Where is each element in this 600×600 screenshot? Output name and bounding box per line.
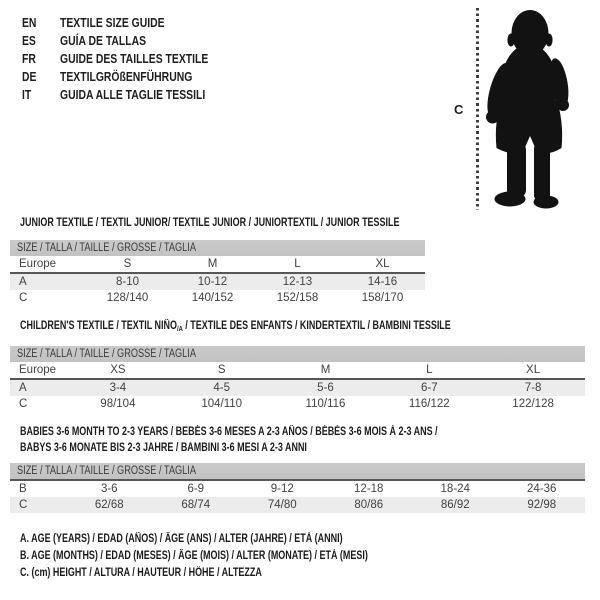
table-row [10, 274, 425, 290]
table-row [10, 497, 585, 513]
value-cell: 110/116 [305, 398, 346, 410]
size-header: S [217, 364, 226, 376]
guide-title-it: GUIDA ALLE TAGLIE TESSILI [60, 86, 206, 102]
guide-title-en: TEXTILE SIZE GUIDE [60, 14, 165, 30]
value-cell: 122/128 [512, 398, 554, 410]
junior-table-title: JUNIOR TEXTILE / TEXTIL JUNIOR/ TEXTILE JUNIOR / JUNIORTEXTIL / JUNIOR TESSILE [20, 217, 400, 229]
size-bar: SIZE / TALLA / TAILLE / GRÖSSE / TAGLIA [10, 346, 585, 362]
value-cell: 140/152 [191, 292, 234, 304]
region-header: Europe [19, 258, 57, 270]
size-header: XL [375, 258, 390, 270]
language-legend [22, 13, 245, 103]
height-figure [448, 4, 598, 214]
value-cell: 80/86 [354, 499, 384, 511]
size-header: S [123, 258, 132, 270]
legend-row-en [22, 13, 245, 31]
language-code: ES [22, 32, 36, 48]
table-row [10, 481, 585, 497]
size-header: M [207, 258, 218, 270]
value-cell: 74/80 [267, 499, 297, 511]
value-cell: 104/110 [201, 398, 243, 410]
value-cell: 12-18 [354, 483, 384, 495]
value-cell: 62/68 [94, 499, 124, 511]
legend-row-de [22, 67, 245, 85]
table-row [10, 290, 425, 306]
value-cell: 5-6 [317, 382, 334, 394]
value-cell: 68/74 [181, 499, 211, 511]
value-cell: 10-12 [197, 276, 228, 288]
legend-row-es [22, 31, 245, 49]
row-label: C [19, 292, 28, 304]
size-header: L [294, 258, 301, 270]
value-cell: 12-13 [282, 276, 313, 288]
value-cell: 98/104 [100, 398, 136, 410]
value-cell: 6-9 [187, 483, 205, 495]
nino-a-subscript: /A [176, 324, 183, 333]
row-label: C [19, 499, 28, 511]
babies-size-table [10, 463, 585, 513]
guide-title-fr: GUIDE DES TAILLES TEXTILE [60, 50, 209, 66]
value-cell: 8-10 [115, 276, 140, 288]
note-a: A. AGE (YEARS) / EDAD (AÑOS) / ÂGE (ANS) / ALTER (JAHRE) / ETÀ (ANNI) [20, 533, 343, 545]
value-cell: 158/170 [361, 292, 404, 304]
table-header-row [10, 362, 585, 380]
value-cell: 18-24 [440, 483, 470, 495]
size-header: XL [526, 364, 541, 376]
table-header-row [10, 256, 425, 274]
table-row [10, 396, 585, 412]
baby-silhouette-icon [483, 6, 575, 210]
value-cell: 9-12 [270, 483, 294, 495]
language-code: EN [22, 14, 37, 30]
value-cell: 92/98 [527, 499, 557, 511]
babies-table-title: BABIES 3-6 MONTH TO 2-3 YEARS / BEBÉS 3-6 MESES A 2-3 AÑOS / BÉBÉS 3-6 MOIS À 2-3 ANS / BABYS 3-6 MONATE BIS 2-3 JAHRE / BAMBINI 3-6 MESI A 2-3 ANNI [20, 426, 438, 454]
value-cell: 7-8 [524, 382, 542, 394]
footnotes [20, 533, 466, 584]
value-cell: 86/92 [440, 499, 470, 511]
guide-title-de: TEXTILGRÖßENFÜHRUNG [60, 68, 193, 84]
size-header: L [426, 364, 433, 376]
value-cell: 116/122 [408, 398, 450, 410]
size-header: M [320, 364, 331, 376]
value-cell: 3-6 [100, 483, 118, 495]
language-code: FR [22, 50, 36, 66]
legend-row-it [22, 85, 245, 103]
height-marker-line [476, 8, 479, 210]
value-cell: 4-5 [213, 382, 230, 394]
value-cell: 3-4 [109, 382, 127, 394]
table-row [10, 380, 585, 396]
value-cell: 152/158 [276, 292, 319, 304]
legend-row-fr [22, 49, 245, 67]
guide-title-es: GUÍA DE TALLAS [60, 32, 147, 48]
note-c: C. (cm) HEIGHT / ALTURA / HAUTEUR / HÖHE / ALTEZZA [20, 567, 262, 579]
size-bar: SIZE / TALLA / TAILLE / GRÖSSE / TAGLIA [10, 240, 425, 256]
junior-size-table [10, 240, 425, 306]
language-code: DE [22, 68, 37, 84]
size-header: XS [110, 364, 126, 376]
size-bar: SIZE / TALLA / TAILLE / GRÖSSE / TAGLIA [10, 463, 585, 481]
children-table-title: CHILDREN'S TEXTILE / TEXTIL NIÑO/A / TEXTILE DES ENFANTS / KINDERTEXTIL / BAMBINI TESSILE [20, 320, 451, 333]
row-label: A [19, 382, 27, 394]
note-b: B. AGE (MONTHS) / EDAD (MESES) / ÂGE (MOIS) / ALTER (MONATE) / ETÀ (MESI) [20, 550, 368, 562]
row-label: C [19, 398, 28, 410]
children-size-table [10, 346, 585, 412]
value-cell: 24-36 [527, 483, 557, 495]
value-cell: 128/140 [106, 292, 149, 304]
height-marker-label: C [454, 102, 464, 117]
language-code: IT [22, 86, 32, 102]
value-cell: 6-7 [420, 382, 438, 394]
value-cell: 14-16 [367, 276, 398, 288]
region-header: Europe [19, 364, 57, 376]
row-label: A [19, 276, 27, 288]
row-label: B [19, 483, 27, 495]
